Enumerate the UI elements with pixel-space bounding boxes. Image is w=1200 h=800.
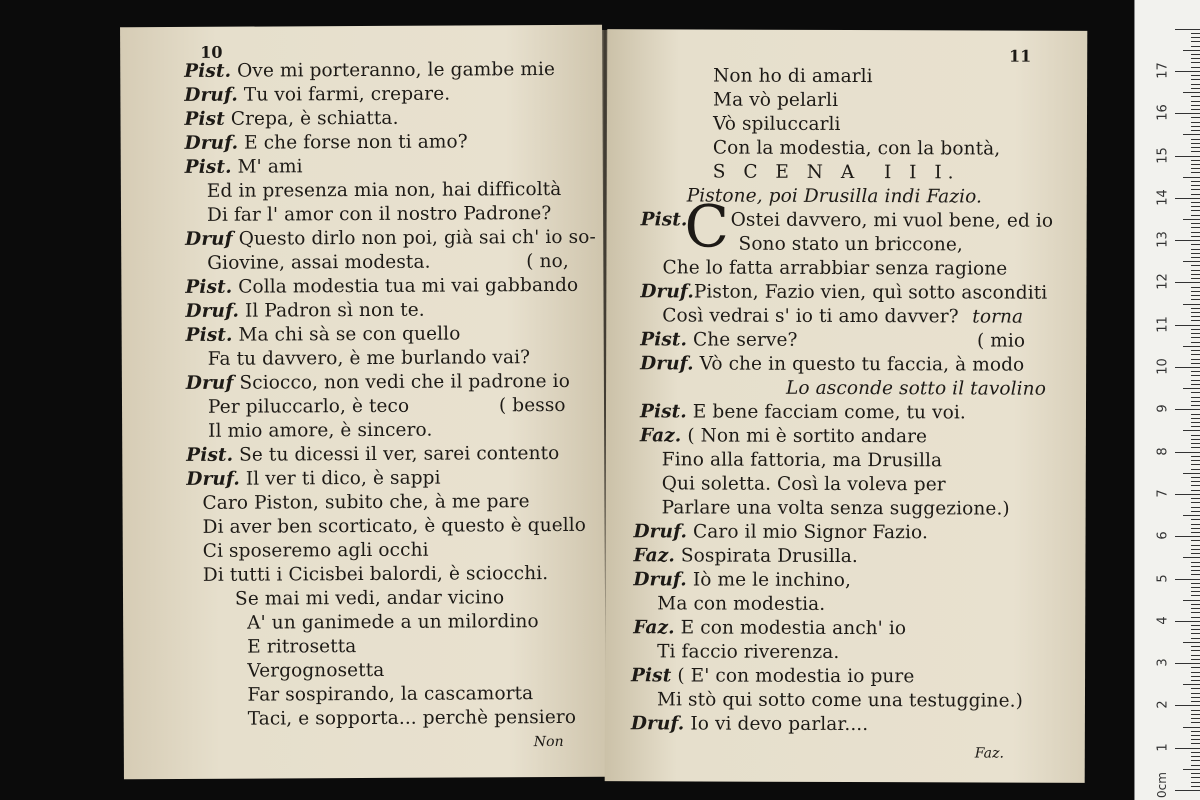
ruler-tick — [1191, 545, 1200, 546]
ruler-tick — [1191, 752, 1200, 753]
text-line: Ma con modestia. — [657, 593, 826, 615]
ruler-tick — [1191, 617, 1200, 618]
text-line: Parlare una volta senza suggezione.) — [661, 497, 1010, 520]
ruler-number: 15 — [1155, 146, 1171, 164]
ruler-tick — [1191, 181, 1200, 182]
ruler-tick — [1191, 257, 1200, 258]
ruler-tick — [1191, 765, 1200, 766]
text-line: Qui soletta. Così la voleva per — [661, 473, 946, 496]
ruler-tick — [1191, 507, 1200, 508]
ruler-tick — [1191, 75, 1200, 76]
text-line: Druf Sciocco, non vedi che il padrone io — [185, 370, 570, 394]
ruler-tick — [1191, 194, 1200, 195]
ruler-tick — [1191, 667, 1200, 668]
ruler-tick — [1191, 498, 1200, 499]
text-line: Pist. Ove mi porteranno, le gambe mie — [184, 58, 556, 82]
ruler-tick — [1191, 350, 1200, 351]
ruler-number: 5 — [1155, 573, 1171, 583]
ruler-tick — [1191, 164, 1200, 165]
ruler-tick — [1191, 278, 1200, 279]
ruler-number: 8 — [1155, 446, 1171, 456]
ruler-tick — [1175, 71, 1200, 72]
ruler-tick — [1175, 579, 1200, 580]
ruler-tick — [1191, 638, 1200, 639]
ruler-tick — [1191, 168, 1200, 169]
ruler-number: 12 — [1155, 273, 1171, 291]
text-line: Druf. Io vi devo parlar.... — [630, 713, 869, 736]
text-line: Pist Crepa, è schiatta. — [184, 107, 399, 130]
ruler-tick — [1191, 566, 1200, 567]
text-line: Ci sposeremo agli occhi — [202, 539, 429, 562]
ruler-tick — [1191, 540, 1200, 541]
ruler-tick — [1183, 304, 1200, 305]
ruler-tick — [1191, 490, 1200, 491]
text-line: Caro Piston, subito che, à me pare — [202, 491, 530, 514]
text-line: Con la modestia, con la bontà, — [712, 137, 1001, 160]
ruler-tick — [1191, 777, 1200, 778]
ruler-tick — [1191, 714, 1200, 715]
ruler-tick — [1191, 570, 1200, 571]
ruler-tick — [1191, 553, 1200, 554]
ruler-tick — [1191, 646, 1200, 647]
ruler-tick — [1191, 524, 1200, 525]
ruler-tick — [1191, 608, 1200, 609]
ruler-tick — [1191, 655, 1200, 656]
ruler-tick — [1191, 101, 1200, 102]
ruler-tick — [1191, 202, 1200, 203]
ruler-tick — [1175, 198, 1200, 199]
ruler-tick — [1191, 604, 1200, 605]
ruler-number: 2 — [1155, 700, 1171, 710]
ruler-tick — [1191, 337, 1200, 338]
ruler-tick — [1191, 160, 1200, 161]
ruler-tick — [1191, 117, 1200, 118]
ruler-tick — [1191, 697, 1200, 698]
text-line: Sono stato un briccone, — [738, 233, 963, 256]
ruler-tick — [1191, 105, 1200, 106]
ruler-tick — [1175, 536, 1200, 537]
ruler-tick — [1191, 206, 1200, 207]
ruler-tick — [1175, 240, 1200, 241]
ruler-tick — [1191, 401, 1200, 402]
ruler-tick — [1191, 414, 1200, 415]
text-line: Pist. — [640, 209, 688, 231]
text-line: Druf. Tu voi farmi, crepare. — [184, 83, 451, 106]
ruler-tick — [1191, 718, 1200, 719]
ruler-tick — [1191, 84, 1200, 85]
ruler-tick — [1191, 485, 1200, 486]
ruler-tick — [1191, 672, 1200, 673]
ruler-tick — [1191, 88, 1200, 89]
ruler-tick — [1191, 295, 1200, 296]
ruler-tick — [1183, 769, 1200, 770]
ruler-tick — [1191, 223, 1200, 224]
catchword: Non — [533, 733, 564, 751]
ruler-tick — [1191, 287, 1200, 288]
ruler-number: 17 — [1155, 62, 1171, 79]
ruler-tick — [1183, 557, 1200, 558]
ruler-tick — [1183, 388, 1200, 389]
drop-cap: C — [684, 192, 730, 261]
ruler-tick — [1191, 316, 1200, 317]
ruler-tick — [1191, 688, 1200, 689]
ruler-tick — [1191, 380, 1200, 381]
text-line: Pist. Colla modestia tua mi vai gabbando — [185, 274, 579, 298]
ruler-tick — [1183, 346, 1200, 347]
ruler-tick — [1191, 274, 1200, 275]
ruler-tick — [1175, 790, 1200, 791]
ruler-tick — [1191, 236, 1200, 237]
ruler-tick — [1175, 113, 1200, 114]
character-list: Pistone, poi Drusilla indi Fazio. — [686, 185, 983, 208]
ruler-tick — [1191, 244, 1200, 245]
ruler-tick — [1191, 79, 1200, 80]
ruler-tick — [1191, 227, 1200, 228]
ruler-tick — [1191, 96, 1200, 97]
stage-direction: torna — [972, 306, 1024, 328]
ruler-tick — [1191, 549, 1200, 550]
ruler-tick — [1191, 232, 1200, 233]
ruler-tick — [1191, 151, 1200, 152]
ruler-tick — [1191, 371, 1200, 372]
ruler-tick — [1191, 633, 1200, 634]
ruler-tick — [1191, 760, 1200, 761]
ruler-tick — [1191, 477, 1200, 478]
text-line: Druf. Iò me le inchino, — [633, 569, 852, 592]
text-line: Druf Questo dirlo non poi, già sai ch' io so- — [185, 226, 596, 250]
ruler-tick — [1191, 308, 1200, 309]
ruler-tick — [1183, 92, 1200, 93]
ruler-tick — [1191, 532, 1200, 533]
ruler-tick — [1183, 219, 1200, 220]
ruler-tick — [1191, 189, 1200, 190]
text-line: Pist. Che serve? ( mio — [640, 329, 1026, 352]
text-line: Pist. Se tu dicessi il ver, sarei contento — [186, 442, 560, 466]
ruler-tick — [1191, 502, 1200, 503]
ruler-tick — [1191, 456, 1200, 457]
ruler-tick — [1191, 422, 1200, 423]
page-number: 10 — [200, 42, 223, 62]
ruler-tick — [1191, 41, 1200, 42]
text-line: Druf. Il ver ti dico, è sappi — [186, 467, 441, 490]
ruler-tick — [1175, 156, 1200, 157]
text-line: Vergognosetta — [247, 659, 385, 682]
ruler-tick — [1191, 67, 1200, 68]
ruler-tick — [1191, 253, 1200, 254]
ruler-tick — [1191, 384, 1200, 385]
text-line: Il mio amore, è sincero. — [208, 419, 433, 442]
text-line: Druf. Vò che in questo tu faccia, à modo — [640, 353, 1025, 376]
ruler-number: 4 — [1155, 616, 1171, 625]
text-line: Faz. E con modestia anch' io — [633, 617, 907, 640]
ruler-tick — [1191, 693, 1200, 694]
ruler-tick — [1175, 621, 1200, 622]
text-line: Ti faccio riverenza. — [657, 641, 840, 663]
ruler-tick — [1191, 126, 1200, 127]
ruler-tick — [1191, 595, 1200, 596]
ruler-tick — [1191, 625, 1200, 626]
catchword: Faz. — [974, 745, 1005, 762]
ruler-number: 13 — [1155, 231, 1171, 248]
text-line: Druf. Caro il mio Signor Fazio. — [633, 521, 928, 544]
ruler-tick — [1191, 469, 1200, 470]
ruler-tick — [1191, 215, 1200, 216]
ruler-tick — [1191, 359, 1200, 360]
text-line: Pist. M' ami — [184, 156, 303, 178]
ruler-tick — [1191, 354, 1200, 355]
ruler-tick — [1191, 329, 1200, 330]
text-line: Di aver ben scorticato, è questo è quello — [202, 514, 587, 538]
ruler-tick — [1183, 177, 1200, 178]
ruler-number: 10 — [1155, 358, 1171, 375]
ruler-tick — [1191, 320, 1200, 321]
ruler-tick — [1191, 363, 1200, 364]
ruler-tick — [1191, 562, 1200, 563]
ruler-tick — [1191, 54, 1200, 55]
ruler-tick — [1175, 367, 1200, 368]
ruler-tick — [1175, 663, 1200, 664]
ruler-tick — [1191, 210, 1200, 211]
ruler-number: 6 — [1155, 531, 1171, 540]
ruler-tick — [1191, 249, 1200, 250]
ruler-tick — [1191, 435, 1200, 436]
text-line: Così vedrai s' io ti amo davver? — [662, 305, 959, 328]
ruler-number: 11 — [1155, 315, 1171, 333]
ruler-tick — [1183, 134, 1200, 135]
text-line: Taci, e sopporta... perchè pensiero — [247, 706, 577, 730]
text-line: A' un ganimede a un milordino — [247, 611, 539, 634]
ruler-tick — [1191, 659, 1200, 660]
ruler-tick — [1191, 58, 1200, 59]
ruler-tick — [1183, 430, 1200, 431]
ruler-unit-label: 0cm — [1154, 772, 1169, 798]
ruler-number: 3 — [1155, 658, 1171, 667]
ruler-tick — [1191, 46, 1200, 47]
ruler-tick — [1191, 481, 1200, 482]
ruler-tick — [1191, 773, 1200, 774]
ruler-tick — [1191, 185, 1200, 186]
ruler-tick — [1191, 62, 1200, 63]
ruler-tick — [1175, 452, 1200, 453]
text-line: Ed in presenza mia non, hai difficoltà — [206, 178, 562, 202]
ruler-tick — [1191, 583, 1200, 584]
ruler-tick — [1175, 325, 1200, 326]
text-line: Di far l' amor con il nostro Padrone? — [206, 203, 552, 226]
ruler-tick — [1183, 600, 1200, 601]
ruler-tick — [1175, 494, 1200, 495]
ruler-number: 14 — [1155, 189, 1171, 206]
text-line: Fino alla fattoria, ma Drusilla — [661, 449, 943, 472]
text-line: Druf. Il Padron sì non te. — [185, 299, 425, 322]
ruler-tick — [1183, 727, 1200, 728]
ruler-tick — [1191, 342, 1200, 343]
ruler-tick — [1191, 722, 1200, 723]
text-line: Faz. Sospirata Drusilla. — [633, 545, 858, 568]
ruler-tick — [1191, 333, 1200, 334]
ruler-tick — [1191, 743, 1200, 744]
ruler-tick — [1191, 519, 1200, 520]
ruler-tick — [1175, 748, 1200, 749]
ruler-tick — [1191, 731, 1200, 732]
ruler-number: 16 — [1155, 104, 1171, 121]
ruler-tick — [1191, 680, 1200, 681]
ruler-tick — [1191, 418, 1200, 419]
ruler-tick — [1191, 650, 1200, 651]
text-line: Pist ( E' con modestia io pure — [631, 665, 915, 688]
ruler-tick — [1191, 405, 1200, 406]
ruler-tick — [1191, 375, 1200, 376]
ruler-tick — [1191, 397, 1200, 398]
ruler-tick — [1191, 265, 1200, 266]
ruler-tick — [1191, 291, 1200, 292]
ruler-tick — [1191, 37, 1200, 38]
ruler-tick — [1191, 464, 1200, 465]
ruler-tick — [1191, 270, 1200, 271]
text-line: Di tutti i Cicisbei balordi, è sciocchi. — [202, 563, 549, 586]
ruler-tick — [1191, 701, 1200, 702]
ruler-tick — [1191, 33, 1200, 34]
text-line: Far sospirando, la cascamorta — [247, 683, 534, 706]
ruler-tick — [1175, 29, 1200, 30]
ruler-tick — [1191, 629, 1200, 630]
ruler-tick — [1191, 756, 1200, 757]
ruler-number: 1 — [1155, 743, 1171, 752]
ruler-tick — [1191, 528, 1200, 529]
page-number: 11 — [1008, 46, 1032, 66]
text-line: Mi stò qui sotto come una testuggine.) — [656, 689, 1023, 712]
ruler-tick — [1191, 574, 1200, 575]
ruler-tick — [1191, 109, 1200, 110]
ruler-tick — [1191, 612, 1200, 613]
ruler-tick — [1183, 515, 1200, 516]
text-line: Ma vò pelarli — [713, 89, 839, 111]
ruler-tick — [1191, 392, 1200, 393]
ruler-tick — [1191, 426, 1200, 427]
text-line: E ritrosetta — [247, 636, 357, 658]
ruler-tick — [1191, 172, 1200, 173]
ruler-tick — [1191, 739, 1200, 740]
ruler-tick — [1183, 684, 1200, 685]
text-line: Faz. ( Non mi è sortito andare — [639, 425, 928, 448]
ruler-tick — [1183, 50, 1200, 51]
text-line: Druf. E che forse non ti amo? — [184, 131, 468, 154]
text-line: Che lo fatta arrabbiar senza ragione — [662, 257, 1008, 280]
scene-heading: S C E N A I I I. — [712, 161, 960, 184]
ruler-tick — [1191, 587, 1200, 588]
ruler-tick — [1191, 511, 1200, 512]
ruler-number: 9 — [1155, 404, 1171, 413]
text-line: Fa tu davvero, è me burlando vai? — [207, 347, 531, 370]
stage-direction: Lo asconde sotto il tavolino — [786, 377, 1046, 400]
ruler-tick — [1191, 735, 1200, 736]
ruler-tick — [1191, 143, 1200, 144]
text-line: Druf.Piston, Fazio vien, quì sotto asconditi — [640, 281, 1048, 304]
ruler-tick — [1183, 642, 1200, 643]
ruler-tick — [1191, 439, 1200, 440]
ruler-tick — [1183, 261, 1200, 262]
measurement-ruler — [1134, 0, 1200, 800]
ruler-number: 7 — [1155, 489, 1171, 498]
ruler-tick — [1191, 710, 1200, 711]
text-line: Per piluccarlo, è teco ( besso — [207, 394, 566, 418]
ruler-tick — [1175, 705, 1200, 706]
ruler-tick — [1191, 312, 1200, 313]
text-line: Pist. Ma chi sà se con quello — [185, 323, 461, 346]
text-line: Vò spiluccarli — [712, 113, 841, 135]
ruler-tick — [1191, 447, 1200, 448]
text-line: Ostei davvero, mi vuol bene, ed io — [730, 209, 1054, 232]
ruler-tick — [1191, 130, 1200, 131]
text-line: Pist. E bene facciam come, tu voi. — [639, 401, 966, 424]
ruler-tick — [1191, 782, 1200, 783]
ruler-tick — [1191, 299, 1200, 300]
left-page — [120, 25, 606, 780]
ruler-tick — [1191, 122, 1200, 123]
ruler-tick — [1183, 473, 1200, 474]
ruler-tick — [1191, 147, 1200, 148]
ruler-tick — [1191, 443, 1200, 444]
ruler-tick — [1191, 786, 1200, 787]
text-line: Non ho di amarli — [713, 65, 873, 88]
ruler-tick — [1175, 282, 1200, 283]
ruler-tick — [1191, 460, 1200, 461]
ruler-tick — [1191, 139, 1200, 140]
right-page — [605, 29, 1088, 783]
ruler-tick — [1175, 409, 1200, 410]
ruler-tick — [1191, 591, 1200, 592]
ruler-tick — [1191, 676, 1200, 677]
text-line: Giovine, assai modesta. ( no, — [207, 250, 569, 274]
text-line: Se mai mi vedi, andar vicino — [234, 587, 505, 610]
